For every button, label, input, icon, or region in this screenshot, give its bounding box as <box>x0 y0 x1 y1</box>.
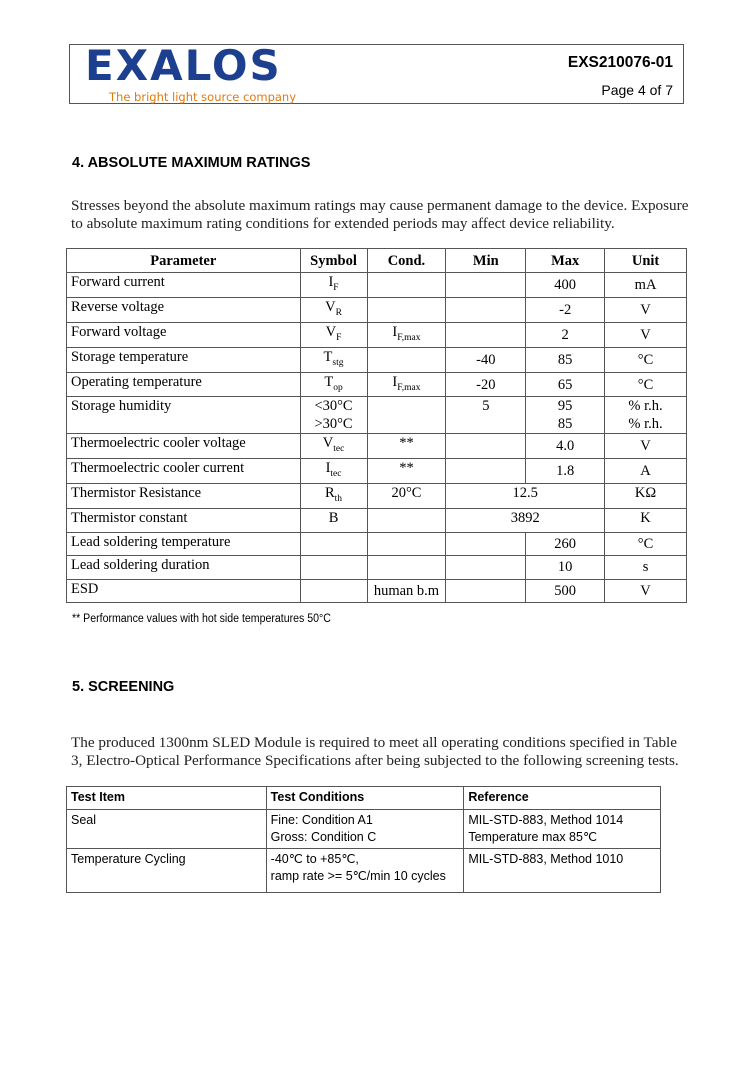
reference-cell: MIL-STD-883, Method 1014 Temperature max 85℃ <box>464 810 661 849</box>
max-cell: 85 <box>526 347 605 372</box>
unit-cell: s <box>605 556 687 580</box>
cond-cell <box>367 297 446 322</box>
column-header: Max <box>526 249 605 273</box>
cond-cell <box>367 532 446 556</box>
table-row <box>67 434 687 459</box>
max-cell: 2 <box>526 322 605 347</box>
column-header: Test Item <box>67 787 267 810</box>
cond-cell <box>367 556 446 580</box>
min-cell <box>446 579 526 603</box>
param-cell: Forward voltage <box>67 322 301 347</box>
unit-cell: V <box>605 322 687 347</box>
symbol-cell <box>300 579 367 603</box>
table-row <box>67 297 687 322</box>
table-row <box>67 579 687 603</box>
unit-cell: K <box>605 509 687 533</box>
unit-cell: V <box>605 297 687 322</box>
page-number: Page 4 of 7 <box>601 82 673 98</box>
column-header: Unit <box>605 249 687 273</box>
param-cell: Thermoelectric cooler current <box>67 459 301 484</box>
logo-tagline: The bright light source company <box>109 90 297 104</box>
value-cell: 3892 <box>446 509 605 533</box>
column-header: Reference <box>464 787 661 810</box>
test-item-cell: Seal <box>67 810 267 849</box>
min-cell: -40 <box>446 347 526 372</box>
min-cell <box>446 459 526 484</box>
unit-cell: mA <box>605 273 687 298</box>
param-cell: Thermoelectric cooler voltage <box>67 434 301 459</box>
min-cell: -20 <box>446 372 526 397</box>
test-item-cell: Temperature Cycling <box>67 849 267 893</box>
symbol-cell: B <box>300 509 367 533</box>
screening-table <box>66 786 661 893</box>
max-cell: 4.0 <box>526 434 605 459</box>
table-row <box>67 347 687 372</box>
section-5-paragraph: The produced 1300nm SLED Module is required to meet all operating conditions specified in Table 3, Electro-Optical Performance Specifications after being subjected to the following screening tests. <box>71 734 679 769</box>
symbol-cell <box>300 532 367 556</box>
param-cell: Storage temperature <box>67 347 301 372</box>
table-row <box>67 556 687 580</box>
symbol-cell: $V_{tec}$ <box>300 434 367 459</box>
document-number: EXS210076-01 <box>567 54 673 71</box>
min-cell: 5 <box>446 397 526 434</box>
max-cell: 10 <box>526 556 605 580</box>
table-header-row <box>67 787 661 810</box>
unit-cell: °C <box>605 372 687 397</box>
cond-cell: 20°C <box>367 484 446 509</box>
cond-cell: human b.m <box>367 579 446 603</box>
cond-cell: ** <box>367 459 446 484</box>
column-header: Test Conditions <box>266 787 464 810</box>
table-row <box>67 372 687 397</box>
param-cell: ESD <box>67 579 301 603</box>
table-row <box>67 532 687 556</box>
table-header-row <box>67 249 687 273</box>
max-cell: 260 <box>526 532 605 556</box>
column-header: Min <box>446 249 526 273</box>
symbol-cell: $V_F$ <box>300 322 367 347</box>
max-cell: 95 85 <box>526 397 605 434</box>
symbol-cell: $R_{th}$ <box>300 484 367 509</box>
section-4-title: 4. ABSOLUTE MAXIMUM RATINGS <box>72 155 311 171</box>
param-cell: Forward current <box>67 273 301 298</box>
table-footnote: ** Performance values with hot side temperatures 50°C <box>72 613 331 625</box>
param-cell: Lead soldering temperature <box>67 532 301 556</box>
param-cell: Operating temperature <box>67 372 301 397</box>
param-cell: Storage humidity <box>67 397 301 434</box>
param-cell: Reverse voltage <box>67 297 301 322</box>
symbol-cell: $I_{tec}$ <box>300 459 367 484</box>
table-row <box>67 273 687 298</box>
value-cell: 12.5 <box>446 484 605 509</box>
cond-cell: $I_{F,max}$ <box>367 322 446 347</box>
unit-cell: % r.h. % r.h. <box>605 397 687 434</box>
unit-cell: A <box>605 459 687 484</box>
exalos-logo <box>76 41 336 104</box>
symbol-cell <box>300 556 367 580</box>
column-header: Parameter <box>67 249 301 273</box>
max-cell: -2 <box>526 297 605 322</box>
max-cell: 400 <box>526 273 605 298</box>
reference-cell: MIL-STD-883, Method 1010 <box>464 849 661 893</box>
symbol-cell: $T_{op}$ <box>300 372 367 397</box>
min-cell <box>446 322 526 347</box>
cond-cell <box>367 273 446 298</box>
unit-cell: V <box>605 434 687 459</box>
table-row <box>67 810 661 849</box>
page-header <box>69 41 684 104</box>
table-row <box>67 509 687 533</box>
cond-cell: $I_{F,max}$ <box>367 372 446 397</box>
param-cell: Lead soldering duration <box>67 556 301 580</box>
symbol-cell: $V_R$ <box>300 297 367 322</box>
symbol-cell: $T_{stg}$ <box>300 347 367 372</box>
min-cell <box>446 556 526 580</box>
param-cell: Thermistor Resistance <box>67 484 301 509</box>
min-cell <box>446 273 526 298</box>
section-5-title: 5. SCREENING <box>72 679 175 695</box>
column-header: Symbol <box>300 249 367 273</box>
max-cell: 500 <box>526 579 605 603</box>
unit-cell: °C <box>605 347 687 372</box>
cond-cell <box>367 509 446 533</box>
max-cell: 1.8 <box>526 459 605 484</box>
table-row <box>67 849 661 893</box>
logo-wordmark: EXALOS <box>85 41 282 90</box>
param-cell: Thermistor constant <box>67 509 301 533</box>
symbol-cell: <30°C >30°C <box>300 397 367 434</box>
cond-cell <box>367 397 446 434</box>
column-header: Cond. <box>367 249 446 273</box>
unit-cell: °C <box>605 532 687 556</box>
unit-cell: V <box>605 579 687 603</box>
cond-cell <box>367 347 446 372</box>
table-row <box>67 484 687 509</box>
min-cell <box>446 297 526 322</box>
min-cell <box>446 434 526 459</box>
test-conditions-cell: Fine: Condition A1 Gross: Condition C <box>266 810 464 849</box>
absolute-max-ratings-table <box>66 248 687 603</box>
table-row <box>67 322 687 347</box>
table-row <box>67 397 687 434</box>
unit-cell: KΩ <box>605 484 687 509</box>
symbol-cell: $I_F$ <box>300 273 367 298</box>
test-conditions-cell: -40℃ to +85℃, ramp rate >= 5℃/min 10 cycles <box>266 849 464 893</box>
cond-cell: ** <box>367 434 446 459</box>
max-cell: 65 <box>526 372 605 397</box>
table-row <box>67 459 687 484</box>
min-cell <box>446 532 526 556</box>
section-4-paragraph: Stresses beyond the absolute maximum ratings may cause permanent damage to the device. Exposure to absolute maximum rating conditions for extended periods may affect device reliability. <box>71 197 689 232</box>
